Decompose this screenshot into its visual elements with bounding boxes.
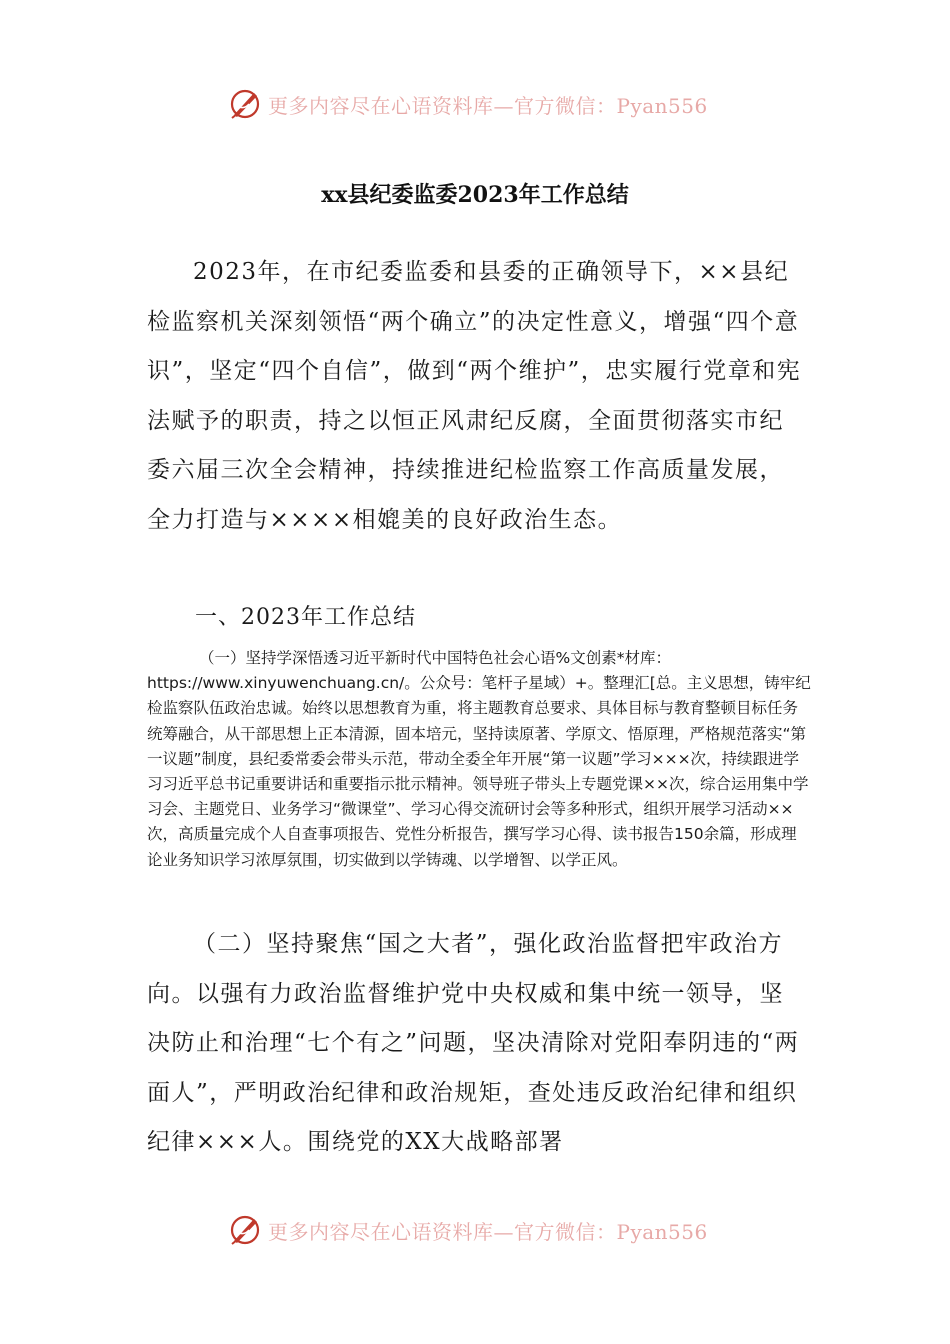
item1-paragraph-text: （一）坚持学深悟透习近平新时代中国特色社会心语%文创素*材库：https://www.xinyuwenchuang.cn/。公众号：笔杆子星域）+。整理汇[总。主义思想，铸牢纪检监察队伍政治忠诚。始终以思想教育为重，将主题教育总要求、具体目标与教育整顿目标任务统筹融合，从干部思想上正本清源，固本培元，坚持读原著、学原文、悟原理，严格规范落实“第一议题”制度，县纪委常委会带头示范，带动全委全年开展“第一议题”学习×××次，持续跟进学习习近平总书记重要讲话和重要指示批示精神。领导班子带头上专题党课××次，综合运用集中学习会、主题党日、业务学习“微课堂”、学习心得交流研讨会等多种形式，组织开展学习活动××次，高质量完成个人自查事项报告、党性分析报告，撰写学习心得、读书报告150余篇，形成理论业务知识学习浓厚氛围，切实做到以学铸魂、以学增智、以学正风。 xyxy=(147,649,811,869)
quill-pen-logo-icon xyxy=(228,1213,262,1247)
document-title: xx县纪委监委2023年工作总结 xyxy=(321,182,629,208)
item2-paragraph xyxy=(147,920,807,1168)
intro-paragraph xyxy=(147,248,807,545)
watermark-text: 更多内容尽在心语资料库—官方微信：Pyan556 xyxy=(268,1219,708,1244)
watermark-footer xyxy=(228,1210,708,1250)
section-heading: 一、2023年工作总结 xyxy=(195,605,416,630)
quill-pen-logo-icon xyxy=(228,87,262,121)
item2-paragraph-text: （二）坚持聚焦“国之大者”，强化政治监督把牢政治方向。以强有力政治监督维护党中央权威和集中统一领导，坚决防止和治理“七个有之”问题，坚决清除对党阳奉阴违的“两面人”，严明政治纪律和政治规矩，查处违反政治纪律和组织纪律×××人。围绕党的XX大战略部署 xyxy=(147,931,800,1155)
intro-paragraph-text: 2023年，在市纪委监委和县委的正确领导下，××县纪检监察机关深刻领悟“两个确立”的决定性意义，增强“四个意识”，坚定“四个自信”，做到“两个维护”，忠实履行党章和宪法赋予的职责，持之以恒正风肃纪反腐，全面贯彻落实市纪委六届三次全会精神，持续推进纪检监察工作高质量发展，全力打造与××××相媲美的良好政治生态。 xyxy=(147,259,802,533)
watermark-text: 更多内容尽在心语资料库—官方微信：Pyan556 xyxy=(268,93,708,118)
watermark-header xyxy=(228,84,708,124)
item1-paragraph xyxy=(147,646,812,873)
